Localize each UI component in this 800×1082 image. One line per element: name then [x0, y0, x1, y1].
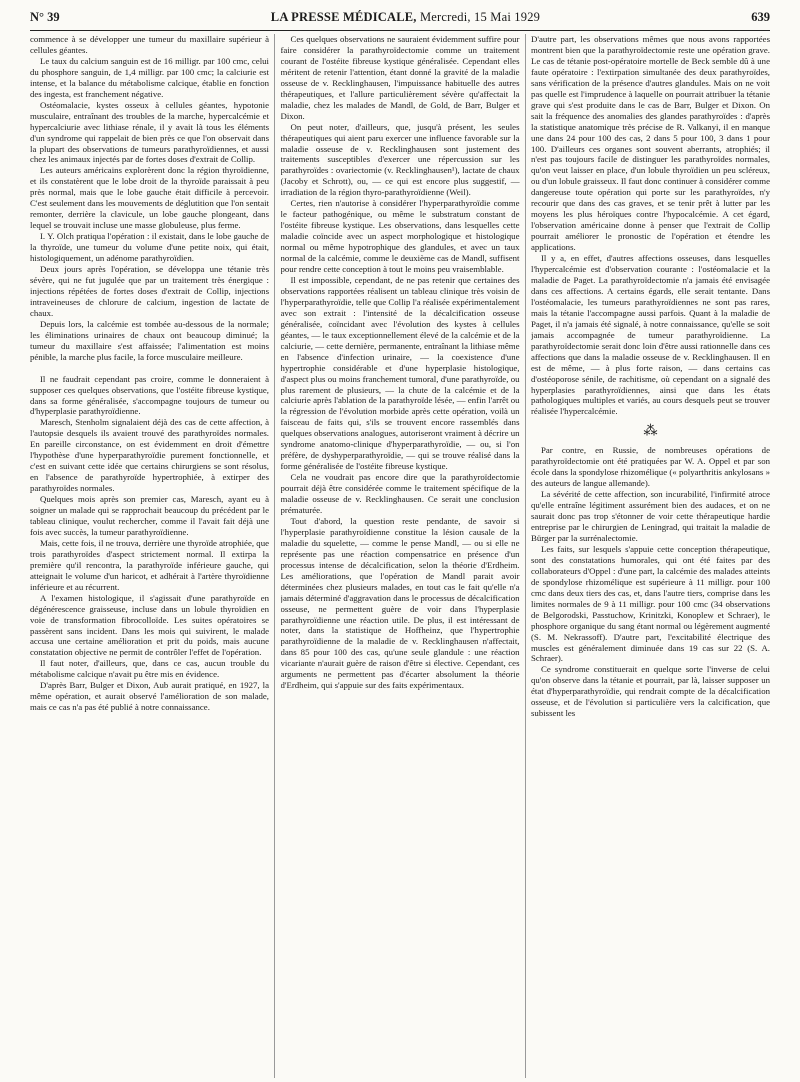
paragraph: Deux jours après l'opération, se développa une tétanie très sévère, qui ne fut jugulée que par un traitement très énergique : injections répétées de fortes doses d'extrait de Collip, injections intraveineuses de chlorure de calcium, ingestion de lactate de chaux.	[30, 264, 269, 318]
paragraph: D'autre part, les observations mêmes que nous avons rapportées montrent bien que la parathyroïdectomie reste une opération grave. Le cas de tétanie post-opératoire mortelle de Beck semble dû à une faute opératoire : l'extirpation simultanée des deux parathyroïdes, sans vérification de la présence d'autres glandules. Mais on ne voit pas quelle est l'imprudence à laquelle on pourrait attribuer la tétanie grave qui s'est produite dans le cas de Barr, Bulger et Dixon. On sait la fréquence des anomalies des glandes parathyroïdes : d'après la statistique anatomique très précise de R. Valkanyi, il en manque une dans 24 pour 100 des cas, 2 dans 5 pour 100, 3 dans 1 pour 100. D'ailleurs ces organes sont souvent aberrants, atrophiés; il n'est pas toujours facile de distinguer les parathyroïdes normales, qu'on veut laisser en place, d'un lobule thyroïdien un peu scléreux, ou d'un lobule graisseux. Il faut donc continuer à considérer comme dangereuse toute opération qui porte sur les parathyroïdes, n'y recourir que dans des cas graves, et se tenir prêt à lutter par les moyens les plus héroïques contre l'hypocalcémie. A cet égard, l'observation américaine donne à penser que l'extrait de Collip pourrait améliorer le pronostic de l'opération et étendre les applications.	[531, 34, 770, 253]
paragraph: La sévérité de cette affection, son incurabilité, l'infirmité atroce qu'elle entraîne légitiment assurément bien des audaces, et on ne saurait donc pas trop s'étonner de voir cette thérapeutique hardie entreprise par le chirurgien de Leningrad, qui traitait la maladie de Bürger par la surrénalectomie.	[531, 489, 770, 543]
issue-date: Mercredi, 15 Mai 1929	[419, 9, 541, 24]
paragraph: D'après Barr, Bulger et Dixon, Aub aurait pratiqué, en 1927, la même opération, et aurait observé l'amélioration de son malade, mais ce cas n'a pas été publié à notre connaissance.	[30, 680, 269, 713]
column-3	[531, 34, 770, 1078]
paragraph: Il ne faudrait cependant pas croire, comme le donneraient à supposer ces quelques observations, que l'ostéite fibreuse kystique, dans sa forme généralisée, s'accompagne toujours de tumeur ou d'hyperplasie parathyroïdienne.	[30, 373, 269, 417]
paragraph: Ce syndrome constituerait en quelque sorte l'inverse de celui qu'on observe dans la tétanie et pourrait, par là, laisser supposer un état d'hyperparathyroïdie, qui rendrait compte de la décalcification osseuse, et de l'évolution si particulière vers la calcification, que subissent les	[531, 664, 770, 719]
paragraph: Il faut noter, d'ailleurs, que, dans ce cas, aucun trouble du métabolisme calcique n'avait pu être mis en évidence.	[30, 658, 269, 680]
column-divider	[525, 34, 526, 1078]
page-header	[30, 4, 770, 30]
paragraph: Par contre, en Russie, de nombreuses opérations de parathyroïdectomie ont été pratiquées par W. A. Oppel et par son école dans la spondylose rhizomélique (« polyarthritis ankylosans » des auteurs de langue allemande).	[531, 445, 770, 489]
article-body	[30, 34, 770, 1078]
paragraph: Certes, rien n'autorise à considérer l'hyperparathyroïdie comme le facteur pathogénique, ou même le substratum constant de l'ostéite fibreuse kystique. Les observations, dans lesquelles cette maladie coïncide avec un aspect morphologique et histologique normal ou même hypotrophique des glandules, et avec un taux normal de la calcémie, comme le deuxième cas de Mandl, suffisent pour rendre cette conception à tout le moins peu vraisemblable.	[280, 198, 520, 275]
paragraph: Depuis lors, la calcémie est tombée au-dessous de la normale; les éliminations urinaires de chaux ont beaucoup diminué; la tumeur du maxillaire s'est affaissée; l'alimentation est moins pénible, la marche plus facile, la force musculaire meilleure.	[30, 318, 269, 362]
column-divider	[274, 34, 275, 1078]
paragraph: Les faits, sur lesquels s'appuie cette conception thérapeutique, sont des constatations humorales, qui ont été faites par des collaborateurs d'Oppel : d'une part, la calcémie des malades atteints de spondylose rhizomélique est supérieure à 11 milligr. pour 100 cmc dans deux tiers des cas, et, dans l'autre tiers, comprise dans les limites normales de 9 à 11 milligr. pour 100 cmc (34 observations de Belgorodski, Passtuchow, Krinitzki, Konoplew et Schraer), le phosphore organique du sang étant normal ou légèrement augmenté (S. M. Nekrassoff). D'autre part, l'excitabilité électrique des muscles est généralement diminuée dans 19 cas sur 22 (S. A. Schraer).	[531, 543, 770, 664]
paragraph: On peut noter, d'ailleurs, que, jusqu'à présent, les seules thérapeutiques qui aient paru exercer une influence favorable sur la maladie osseuse de v. Recklinghausen sont justement des traitements susceptibles d'exercer une répercussion sur les parathyroïdes : ovariectomie (v. Recklinghausen¹), lactate de chaux (Jacoby et Schrott), ou, — ce qui est encore plus suggestif, — irradiation de la région thyro-parathyroïdienne (Weil).	[280, 121, 520, 198]
paragraph: Ostéomalacie, kystes osseux à cellules géantes, hypotonie musculaire, entraînant des troubles de la marche, hypercalcémie et hypercalciurie avec lithiase rénale, il y avait là tous les éléments d'un syndrome qui rappelait de bien près ce que l'on observait dans la plupart des observations de tumeurs parathyroïdiennes, et aussi chez les animaux injectés par de fortes doses d'extrait de Collip.	[30, 99, 269, 165]
paragraph: Maresch, Stenholm signalaient déjà des cas de cette affection, à l'autopsie desquels ils avaient trouvé des parathyroïdes normales. En pareille circonstance, on est évidemment en droit d'émettre l'hypothèse d'une hyperparathyroïdie purement fonctionnelle, et c'est en suivant cette idée que certains chirurgiens se sont résolus, en l'absence de parathyroïde hypertrophiée, à extirper des parathyroïdes normales.	[30, 417, 269, 494]
paragraph: Mais, cette fois, il ne trouva, derrière une thyroïde atrophiée, que trois parathyroïdes d'aspect strictement normal. Il extirpa la première qu'il rencontra, la parathyroïde inférieure gauche, qui atteignait le volume d'un haricot, et adhérait à l'artère thyroïdienne inférieure et au récurrent.	[30, 537, 269, 592]
paragraph: Il y a, en effet, d'autres affections osseuses, dans lesquelles l'hypercalcémie est d'observation courante : l'ostéomalacie et la maladie de Paget. La parathyroïdectomie n'a jamais été envisagée dans ces affections. A certains égards, elle serait tentante. Dans l'ostéomalacie, les tumeurs parathyroïdiennes ne sont pas rares, mais la tétanie l'accompagne aussi parfois. Quant à la maladie de Paget, il n'a jamais été signalé, à notre connaissance, qu'elle se soit jamais accompagnée de tumeur parathyroïdienne. La parathyroïdectomie serait donc loin d'être aussi rationnelle dans ces affections que dans la maladie osseuse de v. Recklinghausen. Il en est de même, — à plus forte raison, — dans certains cas d'ostéoporose sénile, de rachitisme, où cependant on a signalé des hyperplasies parathyroïdiennes, ainsi que dans les états pathologiques multiples et variés, au cours desquels peut se trouver réalisée l'hypercalcémie.	[531, 253, 770, 417]
paragraph: Ces quelques observations ne sauraient évidemment suffire pour faire considérer la parathyroïdectomie comme un traitement courant de l'ostéite fibreuse kystique généralisée. Cependant elles méritent de retenir l'attention, étant donné la gravité de la maladie osseuse de v. Recklinghausen, l'impuissance habituelle des autres thérapeutiques, et l'allure particulièrement sévère qu'affectait la maladie, chez les malades de Mandl, de Gold, de Barr, Bulger et Dixon.	[280, 34, 520, 121]
paragraph: Tout d'abord, la question reste pendante, de savoir si l'hyperplasie parathyroïdienne constitue la lésion causale de la maladie du squelette, — comme le pense Mandl, — ou si elle ne représente pas une réaction compensatrice en présence d'un processus intense de décalcification, selon la théorie d'Erdheim. Les améliorations, que l'opération de Mandl parait avoir déterminées chez plusieurs malades, en tout cas le fait qu'elle n'a jamais déterminé d'aggravation dans le processus de décalcification osseuse, ne permettent guère de voir dans l'hyperplasie parathyroïdienne une réaction utile. De plus, il est intéressant de noter, dans la statistique de Hoffheinz, que l'hypertrophie parathyroïdienne de la maladie de v. Recklinghausen n'affectait, dans 85 pour 100 des cas, qu'une seule glandule : une réaction vicariante n'aurait guère de raison d'être si élective. Cependant, ces arguments ne permettent pas d'écarter absolument la théorie d'Erdheim, qui s'appuie sur des faits expérimentaux.	[280, 515, 520, 691]
paragraph: Il est impossible, cependant, de ne pas retenir que certaines des observations rapportées réalisent un tableau clinique très voisin de l'hyperparathyroïdie, telle que Collip l'a réalisée expérimentalement avec son extrait : l'intensité de la décalcification osseuse généralisée, coïncidant avec l'évolution des kystes à cellules géantes, — le taux exceptionnellement élevé de la calcémie et de la calciurie, — cette dernière, permanente, entraînant la lithiase même en l'absence d'infection urinaire, — la coexistence d'une hypertrophie considérable et d'une hyperplasie histologique, d'aspect plus ou moins franchement tumoral, d'une parathyroïde, ou plus rarement de plusieurs, — la chute de la calcémie et de la calciurie après l'ablation de la parathyroïde lésée, — enfin l'arrêt ou la régression de l'évolution morbide après cette opération, voilà un faisceau de faits qui, s'ils se trouvent encore rassemblés dans quelques observations analogues, autoriseront vraiment à décrire un syndrome anatomo-clinique d'hyperparathyroïdie, — ou, si l'on préfère, de dyshyperparathyroïdie, — qui se trouve réalisé dans la forme généralisée de l'ostéite fibreuse kystique.	[280, 274, 520, 472]
header-rule	[30, 30, 770, 31]
issue-number: N° 39	[30, 9, 60, 24]
section-separator: ⁂	[643, 424, 658, 440]
paragraph: Les auteurs américains explorèrent donc la région thyroïdienne, et ils constatèrent que le lobe droit de la thyroïde paraissait à peu près normal, mais que le lobe gauche était difficile à percevoir. C'est seulement dans les mouvements de déglutition que l'on sentait remonter, derrière la clavicule, un lobe gauche plongeant, dans lequel se trouvait incluse une masse globuleuse, plus ferme.	[30, 165, 269, 231]
paragraph: Cela ne voudrait pas encore dire que la parathyroïdectomie pourrait déjà être considérée comme le traitement spécifique de la maladie osseuse de v. Recklinghausen. Ce serait une conclusion prématurée.	[280, 472, 520, 515]
paragraph: commence à se développer une tumeur du maxillaire supérieur à cellules géantes.	[30, 34, 269, 55]
paragraph: Le taux du calcium sanguin est de 16 milligr. par 100 cmc, celui du phosphore sanguin, de 1,4 milligr. par 100 cmc; la calciurie est intense, et la balance du métabolisme calcique, établie en fonction des ingesta, est franchement négative.	[30, 55, 269, 99]
column-1	[30, 34, 269, 1078]
running-title	[271, 10, 540, 25]
page-number: 639	[751, 9, 770, 24]
paragraph: I. Y. Olch pratiqua l'opération : il existait, dans le lobe gauche de la thyroïde, une tumeur du volume d'une petite noix, qui était, histologiquement, un adénome parathyroïdien.	[30, 231, 269, 264]
paragraph: A l'examen histologique, il s'agissait d'une parathyroïde en dégénérescence graisseuse, incluse dans un lobule thyroïdien en voie de transformation fibrocolloïde. Les suites opératoires se passèrent sans incident. Dans les mois qui suivirent, le malade accusa une certaine amélioration et prit du poids, mais aucune constatation objective ne permit de contrôler l'effet de l'opération.	[30, 592, 269, 658]
paragraph: Quelques mois après son premier cas, Maresch, ayant eu à soigner un malade qui se rapprochait beaucoup du précédent par le tableau clinique, voulut rechercher, comme il l'avait fait déjà une fois avec succès, la tumeur parathyroïdienne.	[30, 494, 269, 537]
column-2	[281, 34, 520, 1078]
journal-name: LA PRESSE MÉDICALE,	[270, 9, 417, 24]
